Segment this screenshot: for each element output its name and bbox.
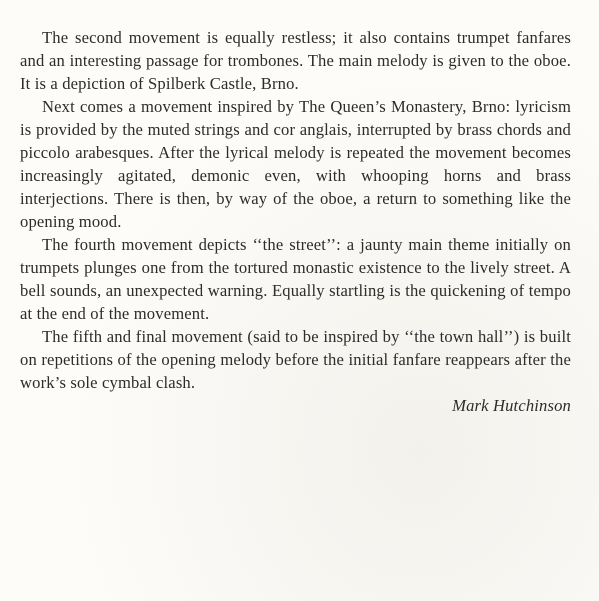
body-text xyxy=(20,26,571,417)
paragraph-fourth-movement: The fourth movement depicts ‘‘the street’’: a jaunty main theme initially on trumpets plunges one from the tortured monastic existence to the lively street. A bell sounds, an unexpected warning. Equally startling is the quickening of tempo at the end of the movement. xyxy=(20,235,571,323)
paragraph-second-movement: The second movement is equally restless; it also contains trumpet fanfares and an interesting passage for trombones. The main melody is given to the oboe. It is a depiction of Spilberk Castle, Brno. xyxy=(20,28,571,93)
paragraph-fifth-movement: The fifth and final movement (said to be inspired by ‘‘the town hall’’) is built on repetitions of the opening melody before the initial fanfare reappears after the work’s sole cymbal clash. xyxy=(20,327,571,392)
author-signature: Mark Hutchinson xyxy=(452,396,571,415)
paragraph-third-movement: Next comes a movement inspired by The Queen’s Monastery, Brno: lyricism is provided by the muted strings and cor anglais, interrupted by brass chords and piccolo arabesques. After the lyrical melody is repeated the movement becomes increasingly agitated, demonic even, with whooping horns and brass interjections. There is then, by way of the oboe, a return to something like the opening mood. xyxy=(20,97,571,231)
